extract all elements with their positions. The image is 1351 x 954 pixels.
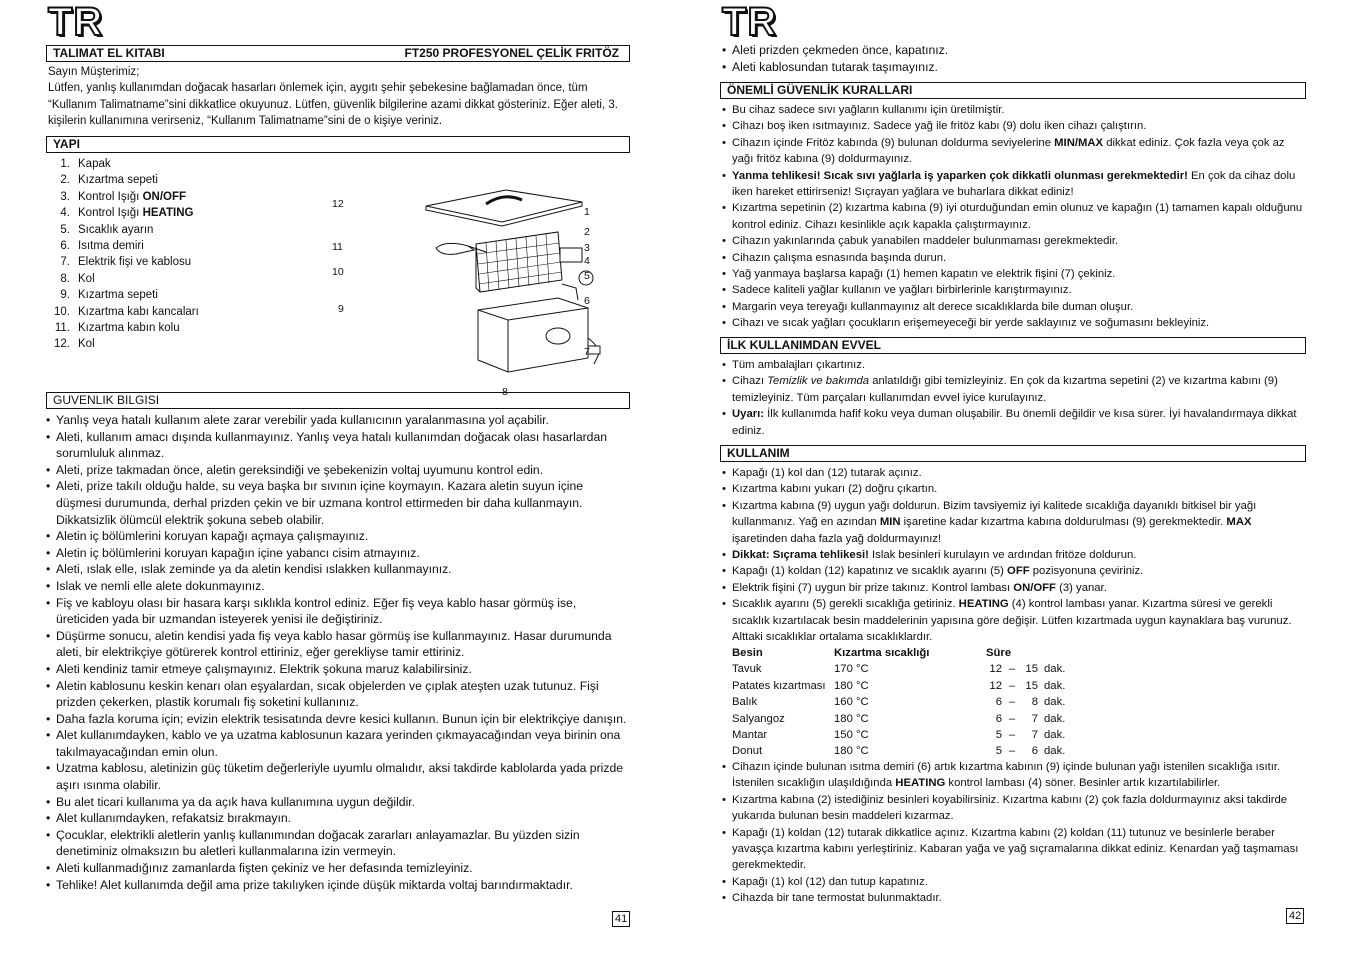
table-cell: 12 xyxy=(989,679,1002,692)
part-name xyxy=(78,271,95,287)
table-cell: 6 xyxy=(1031,745,1038,758)
part-number: 1. xyxy=(60,158,70,170)
part-text: Kol xyxy=(78,272,95,285)
usage-item-text: pozisyonuna çeviriniz. xyxy=(1029,565,1144,578)
rule-item-text: Cihazı ve sıcak yağları çocukların erişemeyeceği bir yerde saklayınız ve soğumasını bekleyiniz. xyxy=(732,317,1210,330)
parts-list xyxy=(46,156,346,353)
table-row xyxy=(732,694,1065,710)
rule-item-text: Cihazı boş iken ısıtmayınız. Sadece yağ ile fritöz kabı (9) dolu iken cihazı çalıştırın. xyxy=(732,120,1147,133)
warning-item: • Aleti kablosundan tutarak taşımayınız. xyxy=(722,59,1306,76)
usage-item-text: Sıcaklık ayarını (5) gerekli sıcaklığa getiriniz. xyxy=(732,598,959,611)
part-item xyxy=(46,156,346,172)
section-kullanim-title: KULLANIM xyxy=(727,446,790,460)
table-cell: 15 xyxy=(1025,663,1038,676)
table-cell: 5 xyxy=(995,745,1002,758)
table-row xyxy=(732,661,1065,677)
part-text: Kızartma kabın kolu xyxy=(78,322,180,335)
table-row xyxy=(732,743,1065,759)
warning-item: • Aleti prizden çekmeden önce, kapatınız. xyxy=(722,42,1306,59)
frying-table xyxy=(732,645,1065,760)
part-text: Sıcaklık ayarın xyxy=(78,223,154,236)
rule-item xyxy=(722,282,1306,298)
safety-item: • Düşürme sonucu, aletin kendisi yada fiş veya kablo hasar görmüş ise kullanmayınız. Hasar durumunda aleti, bir elektrikçiye götürerek kontrol ettiriniz, eğer gerekliyse tamir ettiriniz. xyxy=(46,628,630,661)
part-text: Kızartma sepeti xyxy=(78,289,158,302)
usage-item-text: (3) yanar. xyxy=(1055,581,1107,594)
first-use-item-bold: Uyarı: xyxy=(732,408,765,421)
table-header: Besin xyxy=(732,647,763,659)
usage-item-text: işaretine kadar kızartma kabına doldurulması (9) gerekmektedir. xyxy=(900,516,1227,529)
part-item xyxy=(46,304,346,320)
part-text: Kızartma sepeti xyxy=(78,174,158,187)
rule-item-text: Cihazın yakınlarında çabuk yanabilen maddeler bulunmaması gerekmektedir. xyxy=(732,235,1119,248)
intro-text: Lütfen, yanlış kullanımdan doğacak hasarları önlemek için, aygıtı şehir şebekesine bağlamadan önce, tüm “Kullanım Talimatname”sini dikkatlice okuyunuz. Lütfen, güvenlik bilgilerine azami dikkat gösteriniz. Eğer aleti, 3. kişilerin kullanımına verirseniz, “Kullanım Talimatname”sini de o kişiye veriniz. xyxy=(48,82,618,127)
usage-item-text: Islak besinleri kurulayın ve ardından fritöze doldurun. xyxy=(868,549,1137,562)
table-cell: 160 °C xyxy=(834,696,869,709)
part-name xyxy=(78,222,153,238)
first-use-item-text: Tüm ambalajları çıkartınız. xyxy=(732,359,866,371)
part-number: 3. xyxy=(60,190,70,203)
part-number: 7. xyxy=(60,256,70,269)
section-guvenlik-title: GUVENLIK BILGISI xyxy=(53,393,160,407)
part-item xyxy=(46,172,346,188)
safety-item: • Aleti, prize takılı olduğu halde, su veya başka bır sıvının içine koymayın. Kazara aletin suyun içine düşmesi durumunda, derhal prizden çekin ve bir uzmana kontrol ettirmeden bir daha kullanmayın. Dikkatsizlik ölümcül elektrik şokuna sebeb olabilir. xyxy=(46,478,630,528)
first-use-item xyxy=(722,357,1306,373)
table-cell: – xyxy=(1008,745,1016,758)
usage-item-text: Kapağı (1) koldan (12) tutarak dikkatlice açınız. Kızartma kabını (2) koldan (11) tutunuz ve besinlerle beraber yavaşça kızartma kabını yerleştiriniz. Kabaran yağa ve yağ sıçramalarına dikkat ediniz. Kenardan yağ taşmaması gerekmektedir. xyxy=(732,826,1299,872)
part-name xyxy=(78,320,180,336)
left-page xyxy=(46,0,630,954)
part-name xyxy=(78,287,158,303)
part-name xyxy=(78,238,144,254)
rule-item xyxy=(722,233,1306,249)
table-cell: dak. xyxy=(1044,712,1066,725)
part-name xyxy=(78,205,193,221)
usage-item-text: Kapağı (1) kol (12) dan tutup kapatınız. xyxy=(732,875,928,888)
table-cell: Salyangoz xyxy=(732,712,785,725)
part-text: Isıtma demiri xyxy=(78,240,144,253)
usage-item xyxy=(722,481,1306,497)
usage-list xyxy=(722,465,1306,645)
diagram-label-11: 11 xyxy=(332,241,343,253)
first-use-list xyxy=(722,357,1306,439)
rule-item xyxy=(722,168,1306,201)
table-cell: 5 xyxy=(995,729,1002,742)
table-row xyxy=(732,711,1065,727)
top-bullets xyxy=(722,42,1306,75)
usage-item xyxy=(722,825,1306,874)
part-number: 8. xyxy=(60,272,70,285)
table-cell: 180 °C xyxy=(834,679,869,692)
page-number: 41 xyxy=(612,911,630,927)
first-use-item xyxy=(722,373,1306,406)
usage-item-text: Cihazda bir tane termostat bulunmaktadır. xyxy=(732,892,942,905)
language-logo: TR xyxy=(48,0,104,44)
rule-item xyxy=(722,102,1306,118)
part-text: Elektrik fişi ve kablosu xyxy=(78,256,192,269)
safety-item: • Tehlike! Alet kullanımda değil ama prize takılıyken içinde düşük miktarda voltaj barındırmaktadır. xyxy=(46,877,630,894)
usage-item-text: Elektrik fişini (7) uygun bir prize takınız. Kontrol lambası xyxy=(732,581,1014,594)
usage-item-text: Kapağı (1) kol dan (12) tutarak açınız. xyxy=(732,467,922,479)
usage-item-bold: MAX xyxy=(1226,516,1252,529)
safety-item: • Çocuklar, elektrikli aletlerin yanlış kullanımından doğacak zararları anlayamazlar. Bu yüzden sizin denetiminiz olmaksızın bu aletleri kullanmalarına izin vermeyin. xyxy=(46,827,630,860)
table-header: Süre xyxy=(986,647,1012,659)
safety-item: • Aleti, ıslak elle, ıslak zeminde ya da aletin kendisi ıslakken kullanmayınız. xyxy=(46,561,630,578)
language-logo: TR xyxy=(722,0,778,44)
safety-item: • Alet kullanımdayken, kablo ve ya uzatma kablosunun kazara yerinden çıkmayacağından veya birinin ona takılmayacağından emin olun. xyxy=(46,727,630,760)
first-use-item-text: anlatıldığı gibi temizleyiniz. En çok da kızartma sepetini (2) ve kızartma kabını (9) temizleyiniz. Tüm parçaları kullanımdan evvel iyice kurulayınız. xyxy=(732,375,1278,404)
part-item xyxy=(46,271,346,287)
diagram-label-6: 6 xyxy=(584,295,590,307)
manual-title: TALIMAT EL KITABI xyxy=(53,46,165,60)
diagram-label-8: 8 xyxy=(502,386,508,398)
usage-item-bold: Dikkat: Sıçrama tehlikesi! xyxy=(732,549,869,562)
part-name xyxy=(78,336,95,352)
rule-item-text: Kızartma sepetinin (2) kızartma kabına (9) iyi oturduğundan emin olunuz ve kapağın (1) tamamen kapalı olduğunu kontrol ediniz. Cihazı kesinlikle açık kapakla çalıştırmayınız. xyxy=(732,202,1303,231)
safety-item: • Fiş ve kabloyu olası bir hasara karşı sıklıkla kontrol ediniz. Eğer fiş veya kablo hasar görmüş ise, üreticiden yada bir uzmandan isteyerek yenisi ile değiştiriniz. xyxy=(46,595,630,628)
table-row xyxy=(732,727,1065,743)
manual-header xyxy=(46,45,630,62)
section-onemli xyxy=(720,82,1306,99)
table-cell: dak. xyxy=(1044,663,1066,676)
safety-item: • Aletin kablosunu keskin kenarı olan eşyalardan, sıcak objelerden ve çıplak ateşten uzak tutunuz. Fişi prizden çekerken, plastik korumalı fiş soketini kullanınız. xyxy=(46,678,630,711)
diagram-label-9: 9 xyxy=(338,303,344,315)
rule-item-bold: MIN/MAX xyxy=(1054,136,1104,149)
table-cell: 6 xyxy=(995,712,1002,725)
rule-item-text: dikkat ediniz. Çok fazla veya çok az yağı fritöz kabına (9) doldurmayınız. xyxy=(732,136,1285,166)
part-name xyxy=(78,172,158,188)
rule-item xyxy=(722,250,1306,266)
product-title: FT250 PROFESYONEL ÇELİK FRITÖZ xyxy=(404,46,619,60)
first-use-item xyxy=(722,406,1306,439)
section-yapi xyxy=(46,136,630,153)
section-onemli-title: ÖNEMLİ GÜVENLİK KURALLARI xyxy=(727,83,913,97)
rule-item-text: Bu cihaz sadece sıvı yağların kullanımı için üretilmiştir. xyxy=(732,104,1005,116)
table-cell: Donut xyxy=(732,745,763,758)
part-item xyxy=(46,205,346,221)
table-cell: dak. xyxy=(1044,745,1066,758)
usage-item xyxy=(722,874,1306,890)
table-cell: 7 xyxy=(1031,729,1038,742)
safety-item: • Aletin iç bölümlerini koruyan kapağın içine yabancı cisim atmayınız. xyxy=(46,545,630,562)
rule-item-text: Cihazın içinde Fritöz kabında (9) bulunan doldurma seviyelerine xyxy=(732,136,1055,149)
diagram-label-7: 7 xyxy=(584,346,590,358)
table-cell: 6 xyxy=(995,696,1002,709)
diagram-label-4: 4 xyxy=(584,255,590,267)
usage-item xyxy=(722,547,1306,563)
usage-item-text: Kapağı (1) koldan (12) kapatınız ve sıcaklık ayarını (5) xyxy=(732,565,1008,578)
part-text: Kontrol Işığı xyxy=(78,207,143,220)
diagram-label-3: 3 xyxy=(584,242,590,254)
part-item xyxy=(46,336,346,352)
part-name xyxy=(78,254,191,270)
part-text: Kontrol Işığı xyxy=(78,190,143,203)
usage-item xyxy=(722,465,1306,481)
part-item xyxy=(46,189,346,205)
part-text: Kapak xyxy=(78,158,111,170)
diagram-label-5: 5 xyxy=(584,270,590,282)
part-number: 10. xyxy=(54,305,70,318)
rule-item-text: Margarin veya tereyağı kullanmayınız alt derece sıcaklıklarda bile duman oluşur. xyxy=(732,300,1134,313)
diagram-label-10: 10 xyxy=(332,266,344,278)
usage-item xyxy=(722,792,1306,825)
part-item xyxy=(46,238,346,254)
usage-list-continued xyxy=(722,759,1306,907)
diagram-label-1: 1 xyxy=(584,206,590,218)
part-name xyxy=(78,189,186,205)
table-cell: 170 °C xyxy=(834,663,869,676)
rule-item-text: Cihazın çalışma esnasında başında durun. xyxy=(732,251,947,264)
table-cell: – xyxy=(1008,663,1016,676)
safety-list xyxy=(46,412,630,893)
section-ilk xyxy=(720,337,1306,354)
usage-item xyxy=(722,580,1306,596)
table-cell: – xyxy=(1008,696,1016,709)
usage-item-text: Kızartma kabına (2) istediğiniz besinleri koyabilirsiniz. Kızartma kabını (2) çok fazla doldurmayınız aksi takdirde yukarıda bulunan besin maddeleri kızarmaz. xyxy=(732,793,1288,823)
table-cell: – xyxy=(1008,712,1016,725)
fryer-diagram xyxy=(326,188,646,396)
usage-item-text: (4) kontrol lambası yanar. Kızartma süresi ve gerekli sıcaklık kızartılacak besin maddelerinin yapısına göre değişir. Lütfen kızartmada uygun kaynaklara baş vurunuz. Alttaki sıcaklıklar ortalama sıcaklıklardır. xyxy=(732,598,1292,644)
rule-item-bold: Yanma tehlikesi! Sıcak sıvı yağlarla iş yaparken çok dikkatli olunması gerekmektedir! xyxy=(732,169,1188,182)
rule-item-text: Sadece kaliteli yağlar kullanın ve yağları birbirlerinle karıştırmayınız. xyxy=(732,284,1072,297)
part-text: Kol xyxy=(78,338,95,351)
table-cell: Patates kızartması xyxy=(732,679,826,692)
rule-item xyxy=(722,315,1306,331)
first-use-item-text: Cihazı xyxy=(732,375,768,388)
usage-item-text: Kızartma kabına (9) uygun yağı doldurun. Bizim tavsiyemiz iyi kalitede sıcaklığa dayanıklı bitkisel bir yağı kullanmanız. Yağ en azından xyxy=(732,499,1257,529)
section-kullanim xyxy=(720,445,1306,462)
part-name xyxy=(78,304,199,320)
usage-item-text: kontrol lambası (4) söner. Besinler artık kızartılabilirler. xyxy=(945,777,1221,790)
safety-item: • Aleti kullanmadığınız zamanlarda fişten çekiniz ve her defasında temizleyiniz. xyxy=(46,860,630,877)
table-cell: dak. xyxy=(1044,696,1066,709)
part-number: 4. xyxy=(60,207,70,220)
part-item xyxy=(46,222,346,238)
table-cell: – xyxy=(1008,729,1016,742)
usage-item-bold: ON/OFF xyxy=(1013,581,1056,594)
table-row xyxy=(732,678,1065,694)
rule-item-text: Yağ yanmaya başlarsa kapağı (1) hemen kapatın ve elektrik fişini (7) çekiniz. xyxy=(732,268,1116,281)
table-cell: Mantar xyxy=(732,729,768,742)
part-number: 5. xyxy=(60,223,70,236)
first-use-item-text: İlk kullanımda hafif koku veya duman oluşabilir. Bu önemli değildir ve kısa sürer. İyi havalandırmaya dikkat ediniz. xyxy=(732,408,1297,437)
table-cell: 180 °C xyxy=(834,745,869,758)
rule-item xyxy=(722,299,1306,315)
table-cell: dak. xyxy=(1044,729,1066,742)
table-header: Kızartma sıcaklığı xyxy=(834,647,930,659)
important-rules-list xyxy=(722,102,1306,332)
table-cell: dak. xyxy=(1044,679,1066,692)
part-number: 11. xyxy=(54,322,70,335)
safety-item: • Bu alet ticari kullanıma ya da açık hava kullanımına uygun değildir. xyxy=(46,794,630,811)
table-cell: Balık xyxy=(732,696,758,709)
usage-item xyxy=(722,563,1306,579)
usage-item-bold: HEATING xyxy=(895,777,946,790)
part-name xyxy=(78,156,111,172)
rule-item xyxy=(722,135,1306,168)
section-yapi-title: YAPI xyxy=(53,137,80,151)
usage-item xyxy=(722,759,1306,792)
table-cell: Tavuk xyxy=(732,663,762,676)
page-number: 42 xyxy=(1286,908,1304,924)
table-cell: – xyxy=(1008,679,1016,692)
safety-item: • Islak ve nemli elle alete dokunmayınız. xyxy=(46,578,630,595)
safety-item: • Aleti, prize takmadan önce, aletin gereksindiği ve şebekenizin voltaj uyumunu kontrol edin. xyxy=(46,462,630,479)
safety-item: • Alet kullanımdayken, refakatsiz bırakmayın. xyxy=(46,810,630,827)
usage-item-text: Kızartma kabını yukarı (2) doğru çıkartın. xyxy=(732,483,938,496)
rule-item-text: En çok da cihaz dolu iken hareket ettirirseniz! Sıçrayan yağlara ve buharlara dikkat ediniz! xyxy=(732,169,1296,199)
diagram-label-2: 2 xyxy=(584,226,590,238)
table-cell: 8 xyxy=(1031,696,1038,709)
part-text-bold: HEATING xyxy=(142,207,194,220)
safety-item: • Uzatma kablosu, aletinizin güç tüketim değerleriyle uyumlu olmalıdır, aksi takdirde kablolarda yada prizde aşırı ısınma olabilir. xyxy=(46,760,630,793)
rule-item xyxy=(722,200,1306,233)
safety-item: • Aleti kendiniz tamir etmeye çalışmayınız. Elektrik şokuna maruz kalabilirsiniz. xyxy=(46,661,630,678)
part-text: Kızartma kabı kancaları xyxy=(78,305,199,318)
table-cell: 15 xyxy=(1025,679,1038,692)
usage-item-text: Cihazın içinde bulunan ısıtma demiri (6) artık kızartma kabının (9) içinde bulunan yağı istenilen sıcaklığa ısıtır. İstenilen sıcaklığın ulaşıldığında xyxy=(732,761,1281,790)
table-cell: 12 xyxy=(989,663,1002,676)
safety-item: • Aletin iç bölümlerini koruyan kapağı açmaya çalışmayınız. xyxy=(46,528,630,545)
usage-item xyxy=(722,596,1306,645)
part-item xyxy=(46,287,346,303)
section-guvenlik xyxy=(46,392,630,409)
part-number: 9. xyxy=(60,289,70,302)
table-cell: 180 °C xyxy=(834,712,869,725)
usage-item xyxy=(722,890,1306,906)
rule-item xyxy=(722,118,1306,134)
first-use-item-italic: Temizlik ve bakımda xyxy=(767,375,870,388)
safety-item: • Yanlış veya hatalı kullanım alete zarar verebilir yada kullanıcının yaralanmasına yol açabilir. xyxy=(46,412,630,429)
diagram-label-12: 12 xyxy=(332,198,344,210)
usage-item xyxy=(722,498,1306,547)
usage-item-bold: OFF xyxy=(1007,565,1030,578)
part-item xyxy=(46,254,346,270)
usage-item-bold: HEATING xyxy=(958,598,1009,611)
table-cell: 150 °C xyxy=(834,729,869,742)
usage-item-text: işaretinden daha fazla yağ doldurmayınız! xyxy=(732,532,942,545)
rule-item xyxy=(722,266,1306,282)
part-text-bold: ON/OFF xyxy=(142,190,187,203)
table-cell: 7 xyxy=(1031,712,1038,725)
section-ilk-title: İLK KULLANIMDAN EVVEL xyxy=(727,338,881,352)
usage-item-bold: MIN xyxy=(879,516,901,529)
part-item xyxy=(46,320,346,336)
part-number: 6. xyxy=(60,240,70,253)
intro-greeting: Sayın Müşterimiz; xyxy=(48,66,140,78)
right-page xyxy=(720,0,1306,954)
part-number: 2. xyxy=(60,174,70,187)
safety-item: • Aleti, kullanım amacı dışında kullanmayınız. Yanlış veya hatalı kullanımdan doğacak olası hasarlardan sorumluluk alınmaz. xyxy=(46,429,630,462)
safety-item: • Daha fazla koruma için; evizin elektrik tesisatında devre kesici kullanın. Bunun için bir elektrikçiye danışın. xyxy=(46,711,630,728)
part-number: 12. xyxy=(54,338,70,351)
